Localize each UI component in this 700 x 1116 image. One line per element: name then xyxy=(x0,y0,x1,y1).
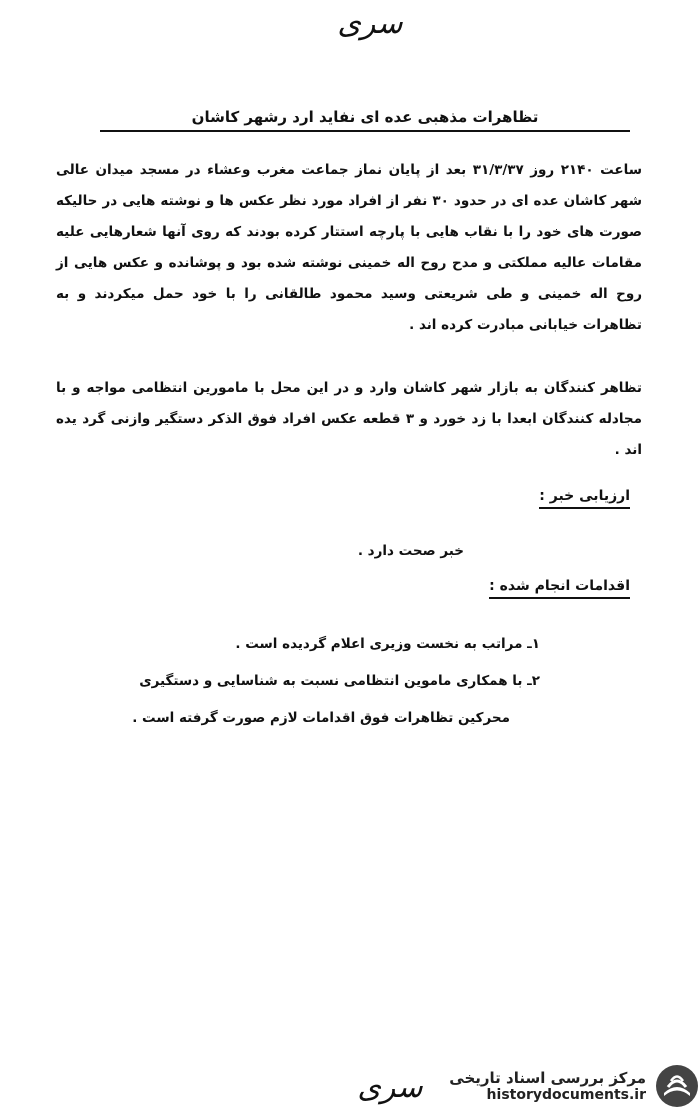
classification-mark-top: سری xyxy=(337,6,403,41)
archive-watermark xyxy=(430,1056,700,1116)
document-title: تظاهرات مذهبی عده ای نفاید ارد رشهر کاشان xyxy=(100,108,630,132)
book-emblem-icon xyxy=(654,1063,700,1109)
action-item-1: ۱ـ مراتب به نخست وزیری اعلام گردیده است . xyxy=(235,636,540,652)
classification-mark-bottom: سری xyxy=(357,1070,423,1105)
heading-evaluation: ارزیابی خبر : xyxy=(539,488,630,509)
heading-actions: اقدامات انجام شده : xyxy=(489,578,630,599)
action-item-2-line-1: ۲ـ با همکاری ماموین انتظامی نسبت به شناسایی و دستگیری xyxy=(139,673,540,689)
watermark-url: historydocuments.ir xyxy=(486,1087,646,1103)
body-paragraph-1: ساعت ۲۱۴۰ روز ۳۱/۳/۳۷ بعد از پایان نماز جماعت مغرب وعشاء در مسجد میدان عالی شهر کاشان عده ای در حدود ۳۰ نفر از افراد مورد نظر عکس ها و نوشته هایی در حالیکه صورت های خود را با نقاب هایی با پارچه استتار کرده بودند که روی آنها شعارهایی علیه مقامات عالیه مملکتی و مدح روح اله خمینی نوشته شده بود و پوشانده و عکس هایی از روح اله خمینی و طی شریعتی وسید محمود طالقانی را با خود حمل میکردند و به تظاهرات خیابانی مبادرت کرده اند . xyxy=(56,162,642,333)
body-paragraph-2: تظاهر کنندگان به بازار شهر کاشان وارد و در این محل با مامورین انتظامی مواجه و با مجادله کنندگان ابعدا با زد خورد و ۳ قطعه عکس افراد فوق الذکر دستگیر وازنی گرد یده اند . xyxy=(56,380,643,458)
evaluation-text: خبر صحت دارد . xyxy=(357,543,464,559)
action-item-2-line-2: محرکین تظاهرات فوق اقدامات لازم صورت گرفته است . xyxy=(132,710,510,726)
watermark-text xyxy=(449,1069,646,1103)
watermark-name: مرکز بررسی اسناد تاریخی xyxy=(449,1069,646,1087)
